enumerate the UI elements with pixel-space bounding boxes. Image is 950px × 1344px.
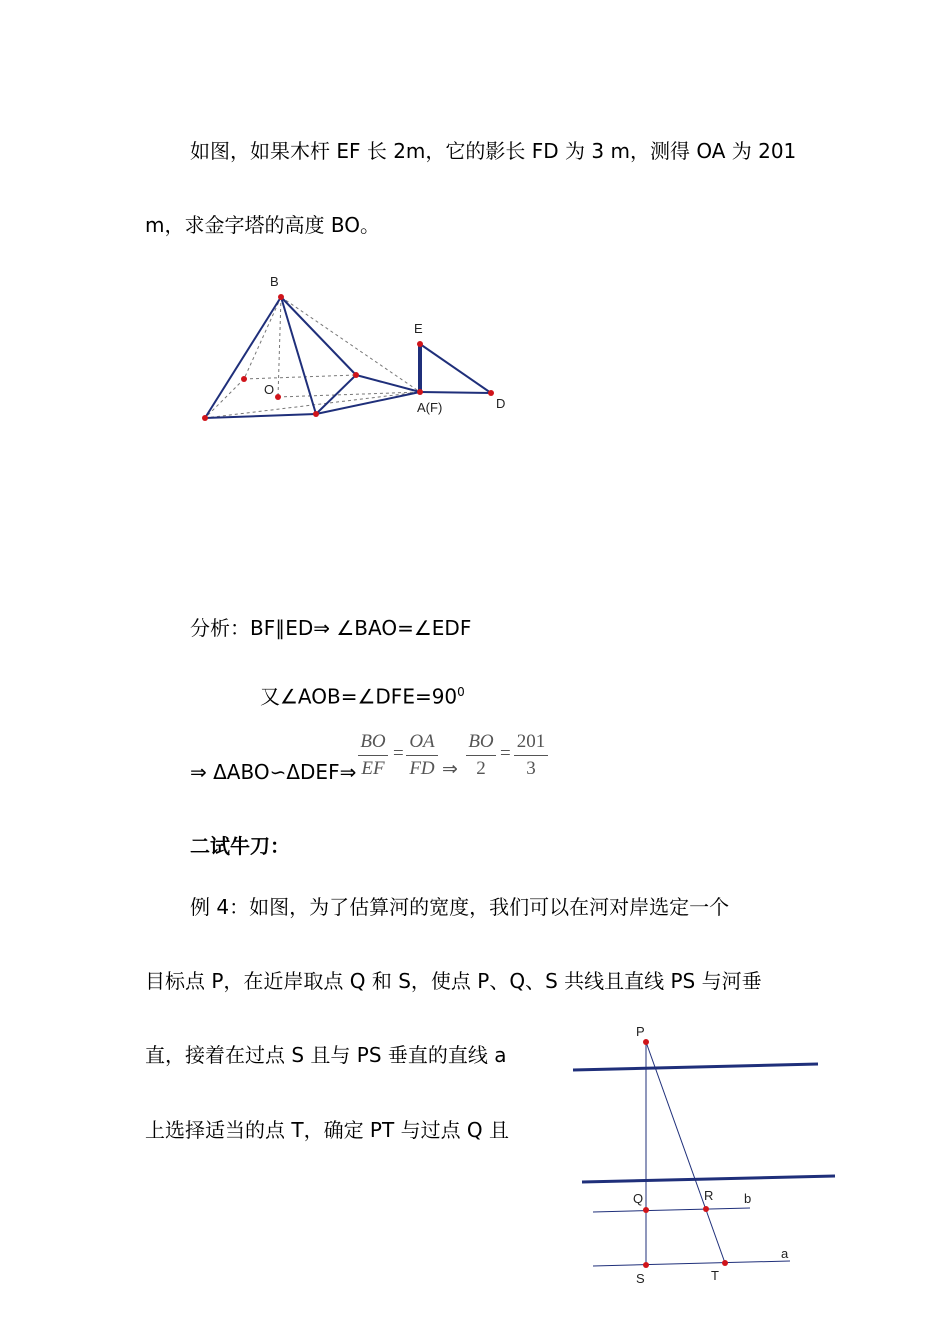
label-B: B xyxy=(270,274,279,289)
far-bank xyxy=(573,1064,818,1070)
equals-2: = xyxy=(500,743,511,764)
fraction-OA-FD xyxy=(406,731,438,780)
label-b: b xyxy=(744,1191,752,1206)
label-R: R xyxy=(704,1188,714,1203)
analysis-line-2 xyxy=(260,680,465,709)
label-E: E xyxy=(414,321,423,336)
frac1-num: BO xyxy=(360,731,386,752)
frac1-den: EF xyxy=(361,758,385,779)
equals-1: = xyxy=(393,743,404,764)
label-T: T xyxy=(711,1268,719,1283)
fraction-201-3 xyxy=(514,731,548,780)
example-line-3: 直，接着在过点 S 且与 PS 垂直的直线 a xyxy=(145,1043,507,1067)
frac3-num: BO xyxy=(468,731,494,752)
label-P: P xyxy=(636,1024,645,1039)
example-line-2: 目标点 P，在近岸取点 Q 和 S，使点 P、Q、S 共线且直线 PS 与河垂 xyxy=(145,969,762,993)
fraction-BO-EF xyxy=(358,731,388,780)
label-AF: A(F) xyxy=(417,400,443,415)
label-O: O xyxy=(264,382,275,397)
analysis-line-1: 分析：BF∥ED⇒ ∠BAO=∠EDF xyxy=(190,616,472,640)
river-figure xyxy=(573,1024,835,1286)
fraction-BO-2 xyxy=(466,731,496,780)
label-Q: Q xyxy=(633,1191,644,1206)
analysis-line-2-text: 又∠AOB=∠DFE=90 xyxy=(260,684,458,709)
line-b xyxy=(593,1208,750,1212)
frac4-num: 201 xyxy=(516,731,546,752)
frac2-num: OA xyxy=(409,731,435,752)
implies-arrow: ⇒ xyxy=(442,759,458,780)
pyramid-edges xyxy=(205,297,491,418)
problem-line-1: 如图，如果木杆 EF 长 2m，它的影长 FD 为 3 m，测得 OA 为 201 xyxy=(190,139,797,163)
label-a: a xyxy=(781,1246,789,1261)
near-bank xyxy=(582,1176,835,1182)
analysis-line-3: ⇒ ΔABO∽ΔDEF⇒ xyxy=(190,760,357,784)
frac3-den: 2 xyxy=(476,758,486,779)
section-title: 二试牛刀： xyxy=(190,834,290,858)
line-a xyxy=(593,1261,790,1266)
example-line-4: 上选择适当的点 T，确定 PT 与过点 Q 且 xyxy=(145,1118,510,1142)
frac4-den: 3 xyxy=(526,758,536,779)
problem-line-2: m，求金字塔的高度 BO。 xyxy=(145,213,380,237)
line-PT xyxy=(646,1042,725,1263)
degree-sup: 0 xyxy=(457,685,465,699)
label-S: S xyxy=(636,1271,645,1286)
frac2-den: FD xyxy=(409,758,435,779)
label-D: D xyxy=(496,396,506,411)
example-line-1: 例 4：如图，为了估算河的宽度，我们可以在河对岸选定一个 xyxy=(190,895,730,919)
pyramid-points xyxy=(202,294,494,421)
